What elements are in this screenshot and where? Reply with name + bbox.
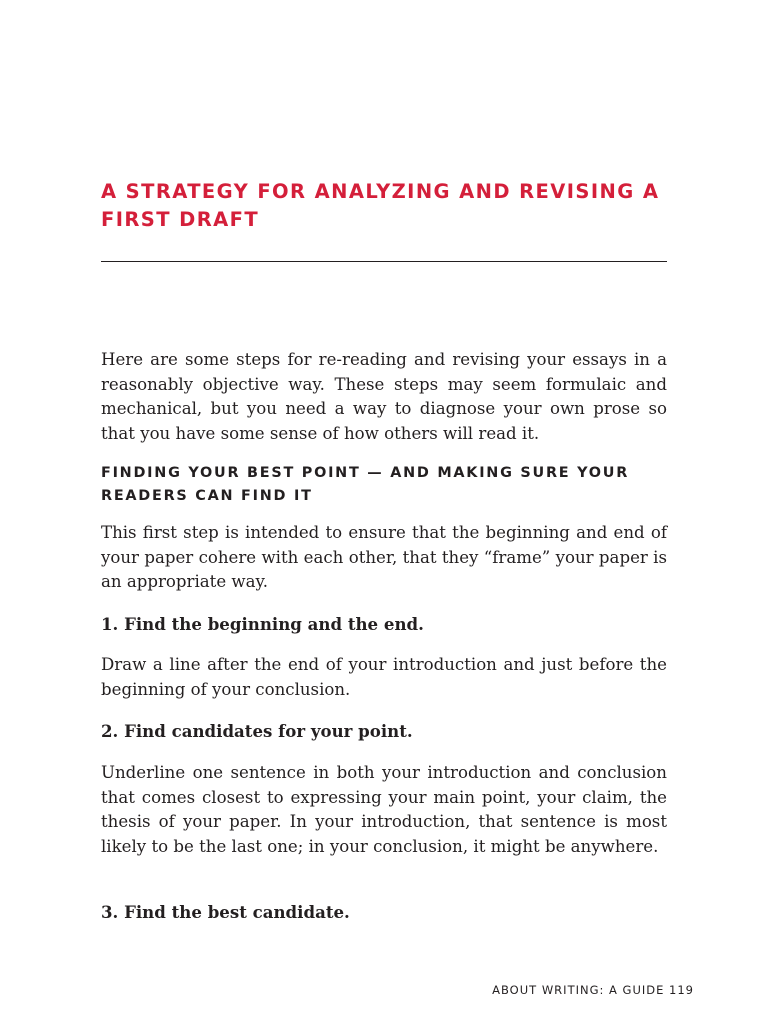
section-heading: FINDING YOUR BEST POINT — AND MAKING SURE YOUR READERS CAN FIND IT <box>101 465 630 504</box>
page-footer <box>492 982 694 998</box>
step-1-heading: 1. Find the beginning and the end. <box>101 614 424 634</box>
running-title: ABOUT WRITING: A GUIDE <box>492 983 665 997</box>
title-divider <box>101 261 667 262</box>
step-2-paragraph: Underline one sentence in both your introduction and conclusion that comes closest to expressing your main point, your claim, the thesis of your paper. In your introduction, that sentence is most likely to be the last one; in your conclusion, it might be anywhere. <box>101 763 667 857</box>
chapter-title: A STRATEGY FOR ANALYZING AND REVISING A FIRST DRAFT <box>101 180 660 231</box>
step-3-heading: 3. Find the best candidate. <box>101 902 350 922</box>
section-lead-paragraph: This first step is intended to ensure that the beginning and end of your paper cohere with each other, that they “frame” your paper is an appropriate way. <box>101 523 667 592</box>
intro-paragraph: Here are some steps for re-reading and revising your essays in a reasonably objective way. These steps may seem formulaic and mechanical, but you need a way to diagnose your own prose so that you have some sense of how others will read it. <box>101 350 667 444</box>
step-1-paragraph: Draw a line after the end of your introduction and just before the beginning of your conclusion. <box>101 655 667 699</box>
step-2-heading: 2. Find candidates for your point. <box>101 721 413 741</box>
page-number: 119 <box>669 983 694 997</box>
